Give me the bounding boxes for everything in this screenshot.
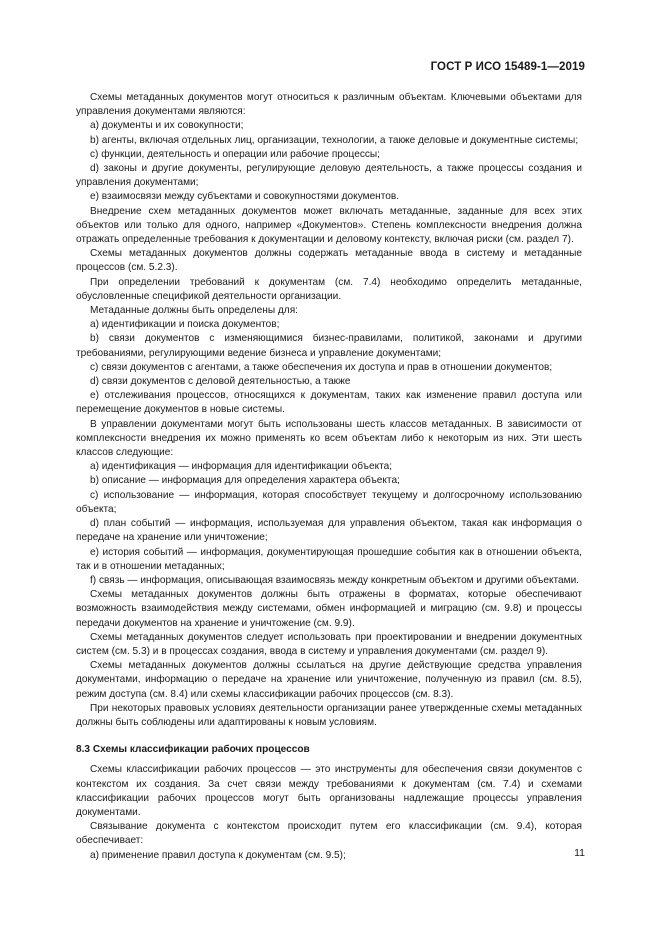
- paragraph: с) использование — информация, которая способствует текущему и долгосрочному использованию объекта;: [76, 489, 582, 515]
- paragraph: Схемы метаданных документов должны ссылаться на другие действующие средства управления документами, информацию о передаче на хранение или уничтожение, полученную из правил (см. 8.5), режим доступа (см. 8.4) или схемы классификации рабочих процессов (см. 8.3).: [76, 660, 582, 700]
- paragraph-group-metadata: [76, 91, 582, 730]
- paragraph: а) применение правил доступа к документам (см. 9.5);: [90, 849, 346, 861]
- page-number: 11: [574, 847, 585, 859]
- paragraph: е) отслеживания процессов, относящихся к документам, таких как изменение правил доступа или перемещение документов в новые системы.: [76, 390, 582, 416]
- paragraph: d) связи документов с деловой деятельностью, а также: [90, 376, 351, 388]
- paragraph: е) история событий — информация, документирующая прошедшие события как в отношении объекта, так и в отношении метаданных;: [76, 546, 582, 572]
- paragraph: f) связь — информация, описывающая взаимосвязь между конкретным объектом и другими объектами.: [90, 574, 580, 586]
- section-heading: 8.3 Схемы классификации рабочих процессов: [76, 744, 310, 756]
- paragraph: В управлении документами могут быть использованы шесть классов метаданных. В зависимости от комплексности внедрения их можно применять ко всем объектам либо к некоторым из них. Эти шесть классов следующие:: [76, 418, 582, 459]
- paragraph: d) законы и другие документы, регулирующие деловую деятельность, а также процессы создания и управления документами;: [76, 163, 582, 189]
- paragraph: d) план событий — информация, используемая для управления объектом, такая как информация о передаче на хранение или уничтожение;: [76, 518, 582, 544]
- paragraph: а) идентификации и поиска документов;: [90, 319, 280, 331]
- paragraph: Схемы метаданных документов могут относиться к различным объектам. Ключевыми объектами для управления документами являются:: [76, 92, 582, 118]
- paragraph: Внедрение схем метаданных документов может включать метаданные, заданные для всех этих объектов или только для одного, например «Документов». Степень комплексности внедрения должна отражать определенные требования к документации и деловому контексту, включая риски (см. раздел 7).: [76, 205, 582, 246]
- page-header-standard-id: ГОСТ Р ИСО 15489-1—2019: [430, 61, 585, 73]
- document-body: [76, 91, 582, 863]
- paragraph: Схемы метаданных документов должны содержать метаданные ввода в систему и метаданные процессов (см. 5.2.3).: [76, 248, 582, 274]
- paragraph: с) функции, деятельность и операции или рабочие процессы;: [90, 148, 380, 160]
- paragraph: b) связи документов с изменяющимися бизнес-правилами, политикой, законами и другими требованиями, регулирующими ведение бизнеса и управление документами;: [76, 333, 582, 359]
- paragraph: а) документы и их совокупности;: [90, 120, 244, 132]
- paragraph: Схемы метаданных документов должны быть отражены в форматах, которые обеспечивают возможность взаимодействия между системами, обмен информацией и миграцию (см. 9.8) и процессы передачи документов на хранение и уничтожение (см. 9.9).: [76, 589, 582, 629]
- paragraph: b) описание — информация для определения характера объекта;: [90, 475, 400, 487]
- paragraph: Связывание документа с контекстом происходит путем его классификации (см. 9.4), которая обеспечивает:: [76, 821, 582, 847]
- paragraph: е) взаимосвязи между субъектами и совокупностями документов.: [90, 191, 400, 203]
- paragraph: Метаданные должны быть определены для:: [90, 305, 298, 317]
- paragraph-group-classification: [76, 763, 582, 862]
- paragraph: При определении требований к документам (см. 7.4) необходимо определить метаданные, обусловленные спецификой деятельности организации.: [76, 276, 582, 302]
- paragraph: с) связи документов с агентами, а также обеспечения их доступа и прав в отношении документов;: [90, 361, 553, 373]
- paragraph: Схемы метаданных документов следует использовать при проектировании и внедрении документных систем (см. 5.3) и в процессах создания, ввода в систему и управления документами (см. раздел 9).: [76, 631, 582, 657]
- paragraph: а) идентификация — информация для идентификации объекта;: [90, 461, 393, 473]
- paragraph: Схемы классификации рабочих процессов — это инструменты для обеспечения связи документов с контекстом их создания. За счет связи между требованиями к документам (см. 7.4) и схемами классификации рабочих процессов могут быть организованы надлежащие процессы управления документами.: [76, 764, 582, 818]
- paragraph: b) агенты, включая отдельных лиц, организации, технологии, а также деловые и документные системы;: [90, 134, 579, 146]
- paragraph: При некоторых правовых условиях деятельности организации ранее утвержденные схемы метаданных должны быть соблюдены или адаптированы к новым условиям.: [76, 702, 582, 728]
